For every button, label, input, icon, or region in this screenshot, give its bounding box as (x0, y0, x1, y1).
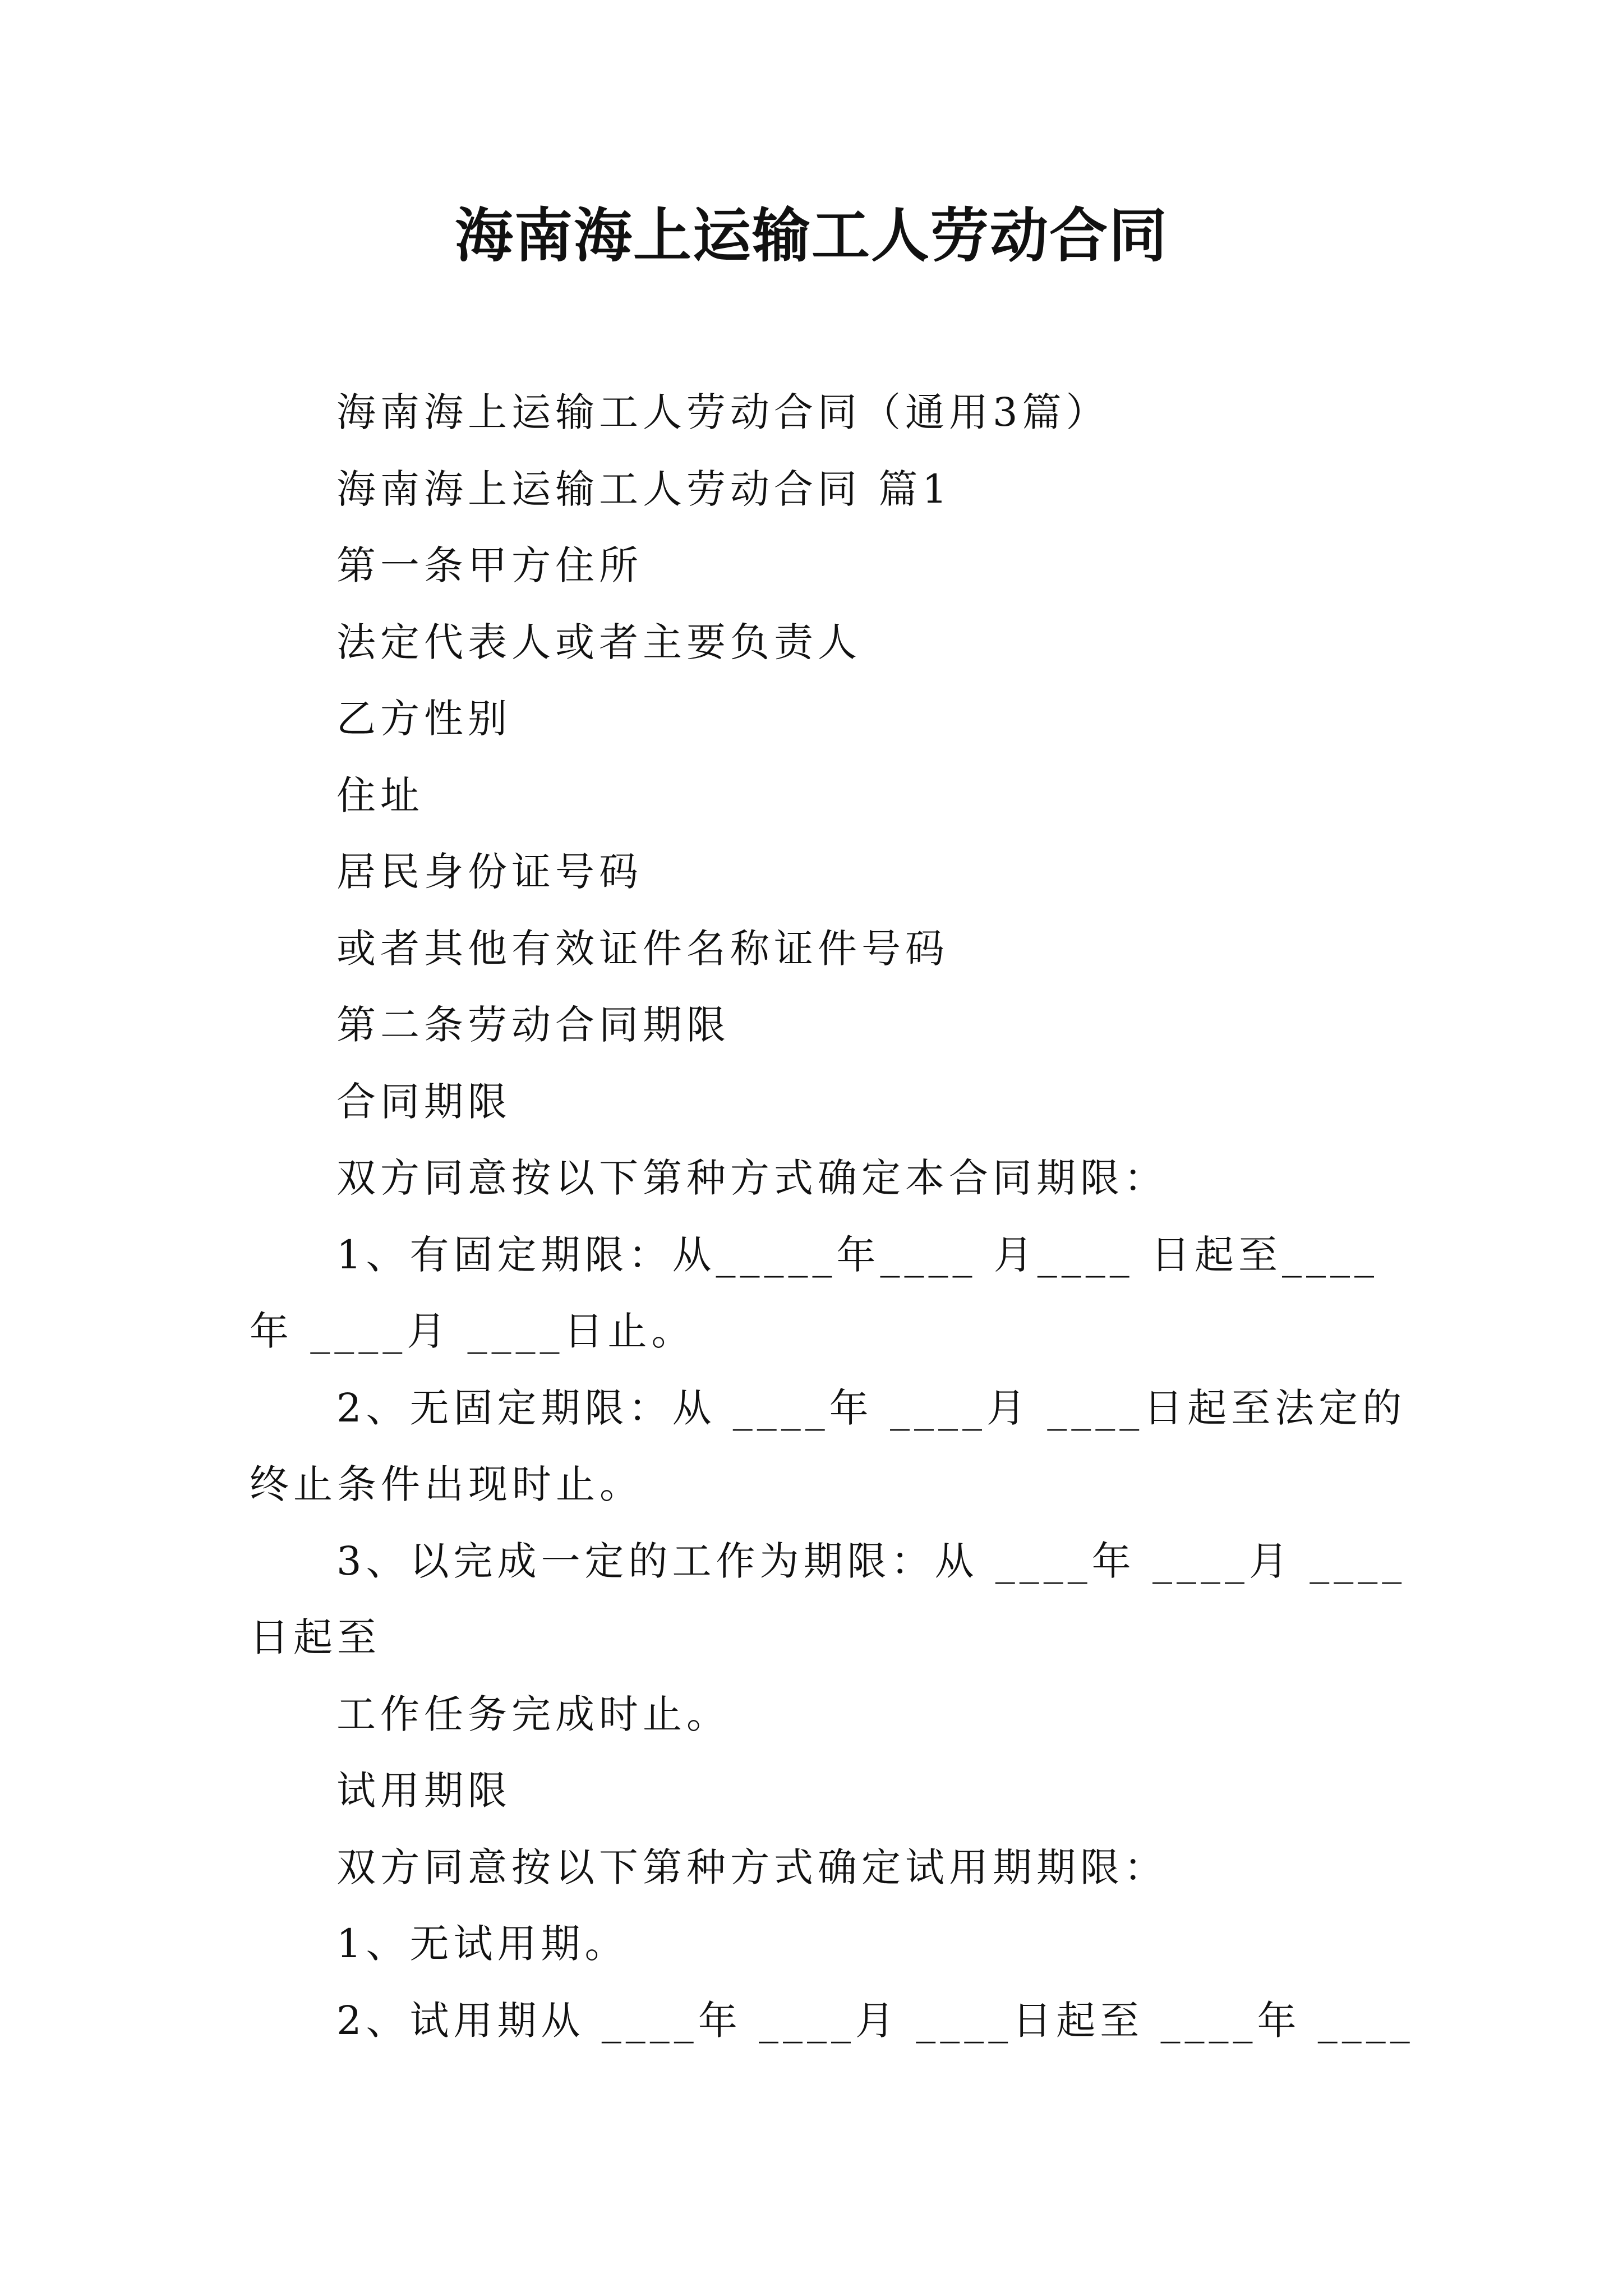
paragraph: 第一条甲方住所 (336, 542, 643, 588)
paragraph: 3、以完成一定的工作为期限：从 ____年 ____月 ____ (336, 1538, 1407, 1584)
paragraph-subtitle: 海南海上运输工人劳动合同（通用3篇） (336, 389, 1110, 435)
paragraph: 或者其他有效证件名称证件号码 (336, 926, 949, 972)
paragraph: 工作任务完成时止。 (336, 1691, 730, 1737)
paragraph: 法定代表人或者主要负责人 (336, 619, 861, 665)
paragraph-continuation: 终止条件出现时止。 (250, 1461, 643, 1507)
paragraph-section-heading: 海南海上运输工人劳动合同 篇1 (336, 466, 952, 512)
document-title: 海南海上运输工人劳动合同 (454, 201, 1168, 270)
paragraph: 第二条劳动合同期限 (336, 1002, 730, 1048)
paragraph-continuation: 日起至 (250, 1614, 381, 1660)
paragraph: 2、无固定期限：从 ____年 ____月 ____日起至法定的 (336, 1385, 1407, 1431)
paragraph: 乙方性别 (336, 696, 511, 742)
paragraph: 合同期限 (336, 1079, 511, 1125)
paragraph: 1、无试用期。 (336, 1921, 629, 1967)
paragraph: 住址 (336, 772, 424, 818)
paragraph-continuation: 年 ____月 ____日止。 (250, 1308, 695, 1354)
paragraph: 居民身份证号码 (336, 849, 643, 895)
paragraph: 2、试用期从 ____年 ____月 ____日起至 ____年 ____ (336, 1998, 1414, 2044)
paragraph: 1、有固定期限：从_____年____ 月____ 日起至____ (336, 1232, 1379, 1278)
paragraph: 试用期限 (336, 1768, 511, 1814)
paragraph: 双方同意按以下第种方式确定试用期期限： (336, 1844, 1168, 1890)
paragraph: 双方同意按以下第种方式确定本合同期限： (336, 1155, 1168, 1201)
